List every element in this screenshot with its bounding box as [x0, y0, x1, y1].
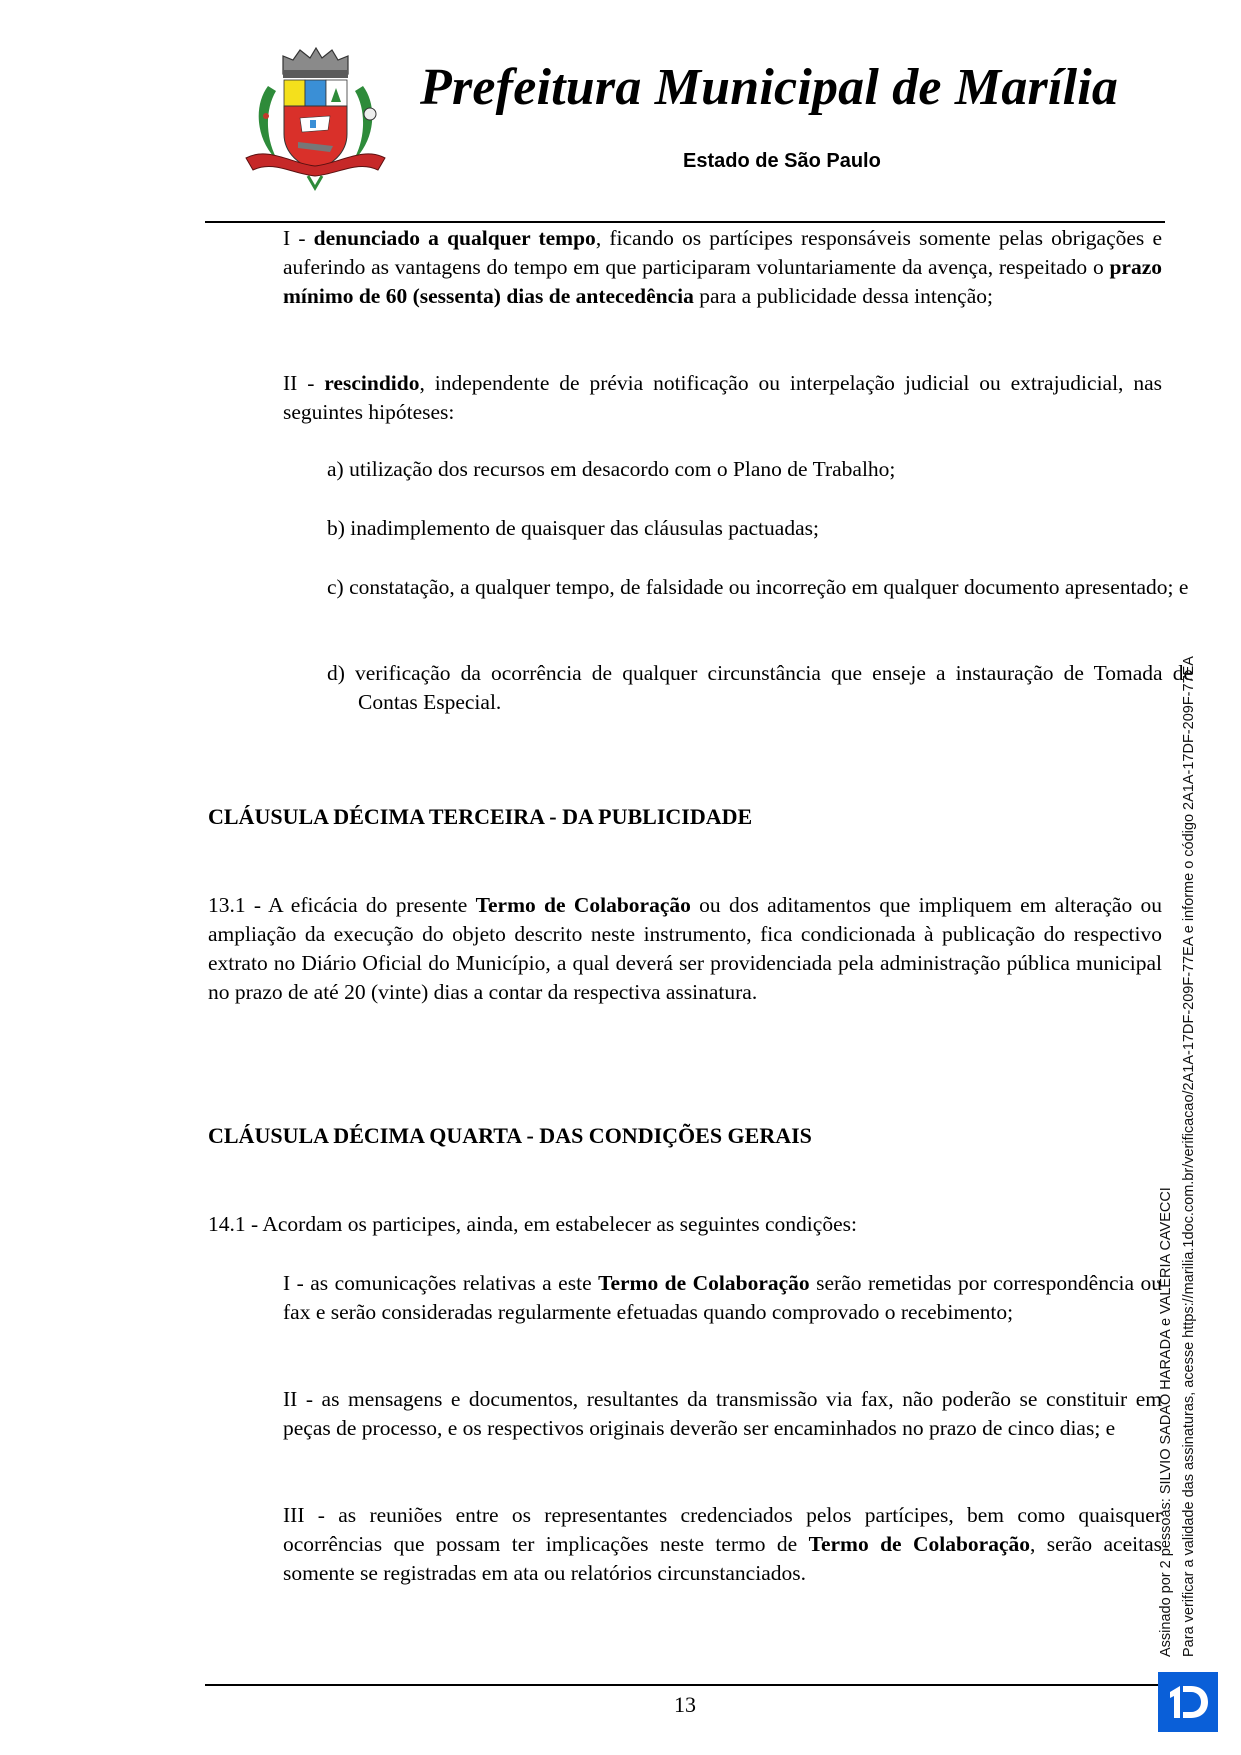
- item-text: serão remetidas por correspondência ou fax e serão consideradas regularmente efetuadas quando comprovado o recebimento;: [283, 1271, 1162, 1324]
- page-title: Prefeitura Municipal de Marília: [420, 59, 1119, 116]
- bold-term: rescindido: [324, 371, 420, 395]
- paragraph-14-item-II: II - as mensagens e documentos, resultantes da transmissão via fax, não poderão se constituir em peças de processo, e os respectivos originais deverão ser encaminhados no prazo de cinco dias; e: [283, 1387, 1162, 1440]
- bold-term: Termo de Colaboração: [598, 1271, 810, 1295]
- paragraph-text: 13.1 - A eficácia do presente: [208, 893, 476, 917]
- section-heading-clausula-14: CLÁUSULA DÉCIMA QUARTA - DAS CONDIÇÕES GERAIS: [208, 1123, 812, 1148]
- 1doc-logo-icon[interactable]: [1158, 1672, 1218, 1732]
- item-prefix: II -: [283, 371, 325, 395]
- paragraph-13-1: [208, 891, 1162, 1007]
- page-number: 13: [674, 1692, 696, 1717]
- page-subtitle: Estado de São Paulo: [683, 150, 881, 172]
- bold-term: Termo de Colaboração: [475, 893, 691, 917]
- item-text: , serão aceitas somente se registradas em ata ou relatórios circunstanciados.: [283, 1532, 1162, 1585]
- item-text: para a publicidade dessa intenção;: [693, 284, 993, 308]
- signature-stamp-line-2: Para verificar a validade das assinaturas, acesse https://marilia.1doc.com.br/verificacao/2A1A-17DF-209F-77EA e informe o código 2A1A-17DF-209F-77EA: [1181, 656, 1197, 1657]
- paragraph-item-I-denuncia: [283, 224, 1162, 311]
- paragraph-14-item-I: [283, 1269, 1162, 1327]
- list-item-hipotese-d: d) verificação da ocorrência de qualquer circunstância que enseje a instauração de Tomada de Contas Especial.: [327, 661, 1193, 714]
- paragraph-14-item-III: [283, 1501, 1162, 1588]
- bold-term: prazo mínimo de 60 (sessenta) dias de antecedência: [283, 255, 1162, 308]
- paragraph-text: ou dos aditamentos que impliquem em alteração ou ampliação da execução do objeto descrito neste instrumento, fica condicionada à publicação do respectivo extrato no Diário Oficial do Município, a qual deverá ser providenciada pela administração pública municipal no prazo de até 20 (vinte) dias a contar da respectiva assinatura.: [208, 893, 1163, 1004]
- coat-of-arms-icon: [238, 46, 393, 191]
- signature-stamp-line-1: Assinado por 2 pessoas: SILVIO SADAO HARADA e VALÉRIA CAVECCI: [1158, 1187, 1174, 1657]
- item-text: , independente de prévia notificação ou interpelação judicial ou extrajudicial, nas seguintes hipóteses:: [283, 371, 1162, 424]
- paragraph-14-1: 14.1 - Acordam os participes, ainda, em estabelecer as seguintes condições:: [208, 1212, 857, 1236]
- header-divider: [205, 221, 1165, 223]
- list-item-hipotese-a: a) utilização dos recursos em desacordo com o Plano de Trabalho;: [327, 457, 896, 481]
- item-text: I - as comunicações relativas a este: [283, 1271, 599, 1295]
- section-heading-clausula-13: CLÁUSULA DÉCIMA TERCEIRA - DA PUBLICIDADE: [208, 804, 753, 829]
- item-text: III - as reuniões entre os representantes credenciados pelos partícipes, bem como quaisquer ocorrências que possam ter implicações neste termo de: [283, 1503, 1162, 1556]
- list-item-hipotese-c: c) constatação, a qualquer tempo, de falsidade ou incorreção em qualquer documento apresentado; e: [327, 575, 1189, 599]
- bold-term: Termo de Colaboração: [808, 1532, 1031, 1556]
- item-prefix: I -: [283, 226, 314, 250]
- item-text: , ficando os partícipes responsáveis somente pelas obrigações e auferindo as vantagens do tempo em que participaram voluntariamente da avença, respeitado o: [283, 226, 1162, 279]
- paragraph-item-II-rescisao: [283, 369, 1162, 427]
- bold-term: denunciado a qualquer tempo: [313, 226, 596, 250]
- list-item-hipotese-b: b) inadimplemento de quaisquer das cláusulas pactuadas;: [327, 516, 819, 540]
- footer-divider: [205, 1684, 1158, 1686]
